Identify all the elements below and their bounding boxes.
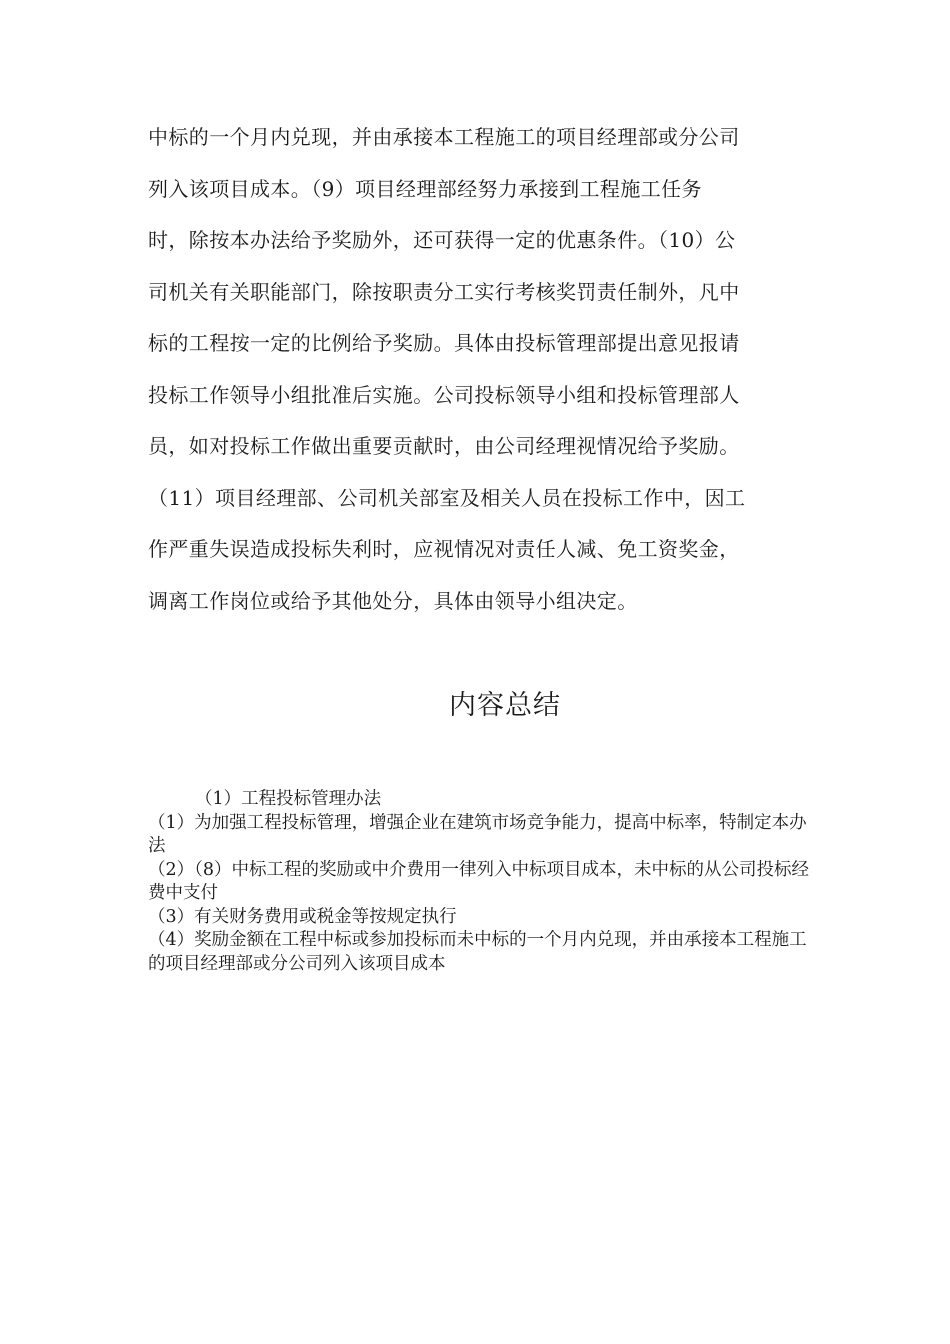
body-line: 列入该项目成本。（9）项目经理部经努力承接到工程施工任务 <box>148 176 702 201</box>
summary-item: （1）为加强工程投标管理，增强企业在建筑市场竞争能力，提高中标率，特制定本办法 <box>148 812 807 856</box>
summary-title: （1）工程投标管理办法 <box>195 789 382 809</box>
body-line: 司机关有关职能部门，除按职责分工实行考核奖罚责任制外，凡中 <box>148 279 740 304</box>
body-line: 中标的一个月内兑现，并由承接本工程施工的项目经理部或分公司 <box>148 125 740 149</box>
body-line: 标的工程按一定的比例给予奖励。具体由投标管理部提出意见报请 <box>148 331 740 355</box>
body-line: 时，除按本办法给予奖励外，还可获得一定的优惠条件。（10）公 <box>148 228 736 252</box>
summary-item: （3）有关财务费用或税金等按规定执行 <box>148 906 457 927</box>
body-line: 员，如对投标工作做出重要贡献时，由公司经理视情况给予奖励。 <box>148 434 740 458</box>
summary-list <box>148 788 818 976</box>
body-line: （11）项目经理部、公司机关部室及相关人员在投标工作中，因工 <box>148 485 746 510</box>
body-line: 调离工作岗位或给予其他处分，具体由领导小组决定。 <box>148 588 638 613</box>
summary-heading: 内容总结 <box>449 690 561 721</box>
body-line: 投标工作领导小组批准后实施。公司投标领导小组和投标管理部人 <box>148 382 740 407</box>
summary-item: （2）（8）中标工程的奖励或中介费用一律列入中标项目成本，未中标的从公司投标经费中支付 <box>148 859 810 903</box>
summary-item: （4）奖励金额在工程中标或参加投标而未中标的一个月内兑现，并由承接本工程施工的项目经理部或分公司列入该项目成本 <box>148 930 807 974</box>
body-text <box>148 118 808 633</box>
body-line: 作严重失误造成投标失利时，应视情况对责任人减、免工资奖金， <box>148 537 740 561</box>
